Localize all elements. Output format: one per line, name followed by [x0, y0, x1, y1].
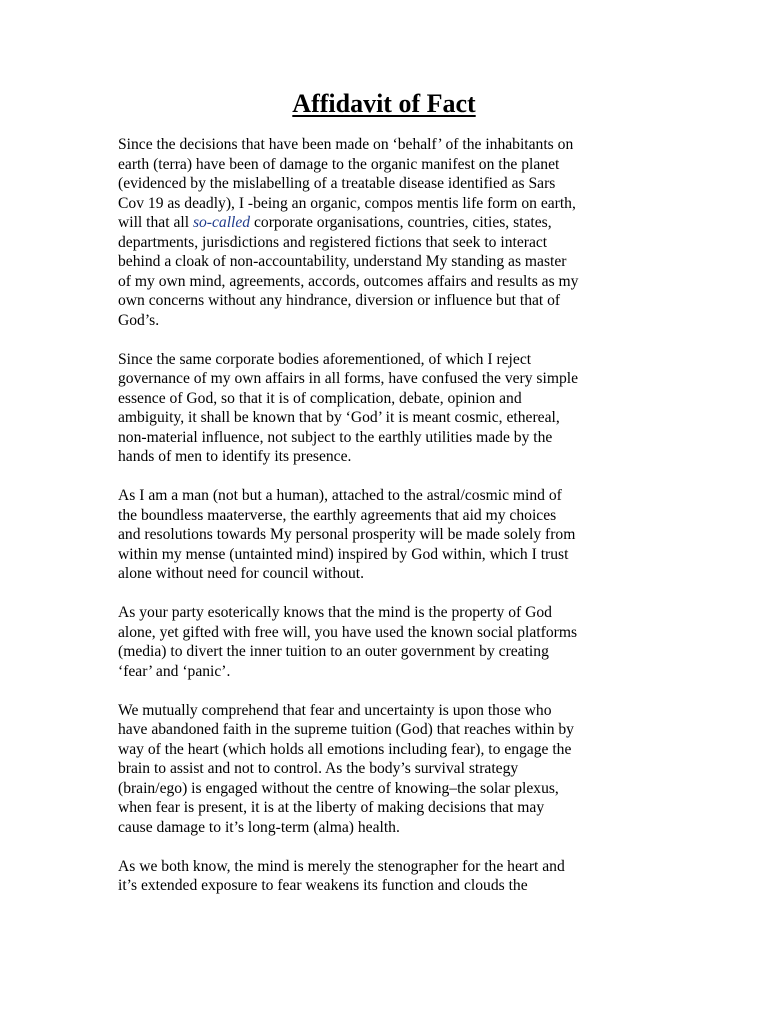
text-line: behind a cloak of non-accountability, understand My standing as master [118, 253, 567, 270]
text-line: earth (terra) have been of damage to the organic manifest on the planet [118, 155, 560, 173]
text-line: within my mense (untainted mind) inspired by God within, which I trust [118, 545, 569, 563]
text-line: As we both know, the mind is merely the stenographer for the heart and [118, 857, 565, 875]
text-line: the boundless maaterverse, the earthly agreements that aid my choices [118, 506, 557, 524]
text-line: and resolutions towards My personal prosperity will be made solely from [118, 526, 576, 543]
text-line [118, 213, 678, 233]
text-line: governance of my own affairs in all forms, have confused the very simple [118, 370, 579, 387]
paragraph-1 [118, 135, 678, 330]
text-line: As your party esoterically knows that the mind is the property of God [118, 604, 552, 621]
text-line: God’s. [118, 311, 160, 329]
paragraph-2 [118, 350, 678, 467]
text-line: brain to assist and not to control. As the body’s survival strategy [118, 760, 519, 777]
text-line: Cov 19 as deadly), I -being an organic, compos mentis life form on earth, [118, 194, 576, 212]
paragraph-5 [118, 701, 678, 838]
text-line: ambiguity, it shall be known that by ‘God’ it is meant cosmic, ethereal, [118, 409, 560, 426]
text-line: (brain/ego) is engaged without the centre of knowing–the solar plexus, [118, 779, 559, 797]
text-line: Since the decisions that have been made on ‘behalf’ of the inhabitants on [118, 136, 574, 153]
text-line: (evidenced by the mislabelling of a treatable disease identified as Sars [118, 175, 556, 192]
text-line: it’s extended exposure to fear weakens its function and clouds the [118, 877, 528, 894]
text-line: have abandoned faith in the supreme tuition (God) that reaches within by [118, 721, 574, 738]
text-line: alone without need for council without. [118, 565, 364, 582]
document-body [118, 135, 678, 915]
emphasized-phrase: so-called [192, 214, 251, 231]
text-line: hands of men to identify its presence. [118, 448, 352, 465]
text-line: alone, yet gifted with free will, you have used the known social platforms [118, 623, 578, 641]
text-line: Since the same corporate bodies aforementioned, of which I reject [118, 350, 532, 368]
text-segment: will that all [118, 214, 193, 231]
text-line: essence of God, so that it is of complication, debate, opinion and [118, 389, 522, 407]
text-line: cause damage to it’s long-term (alma) health. [118, 818, 400, 836]
paragraph-4 [118, 603, 678, 681]
paragraph-6 [118, 857, 678, 896]
text-line: departments, jurisdictions and registered fictions that seek to interact [118, 233, 548, 251]
text-segment: corporate organisations, countries, cities, states, [250, 214, 552, 231]
document-title: Affidavit of Fact [292, 89, 476, 118]
text-line: We mutually comprehend that fear and uncertainty is upon those who [118, 701, 552, 719]
paragraph-3 [118, 486, 678, 584]
text-line: (media) to divert the inner tuition to an outer government by creating [118, 643, 549, 660]
text-line: non-material influence, not subject to the earthly utilities made by the [118, 428, 553, 446]
text-line: ‘fear’ and ‘panic’. [118, 662, 231, 680]
text-line: way of the heart (which holds all emotions including fear), to engage the [118, 740, 572, 758]
text-line: As I am a man (not but a human), attached to the astral/cosmic mind of [118, 487, 562, 504]
text-line: own concerns without any hindrance, diversion or influence but that of [118, 292, 561, 309]
text-line: of my own mind, agreements, accords, outcomes affairs and results as my [118, 272, 579, 290]
text-line: when fear is present, it is at the liberty of making decisions that may [118, 799, 545, 816]
